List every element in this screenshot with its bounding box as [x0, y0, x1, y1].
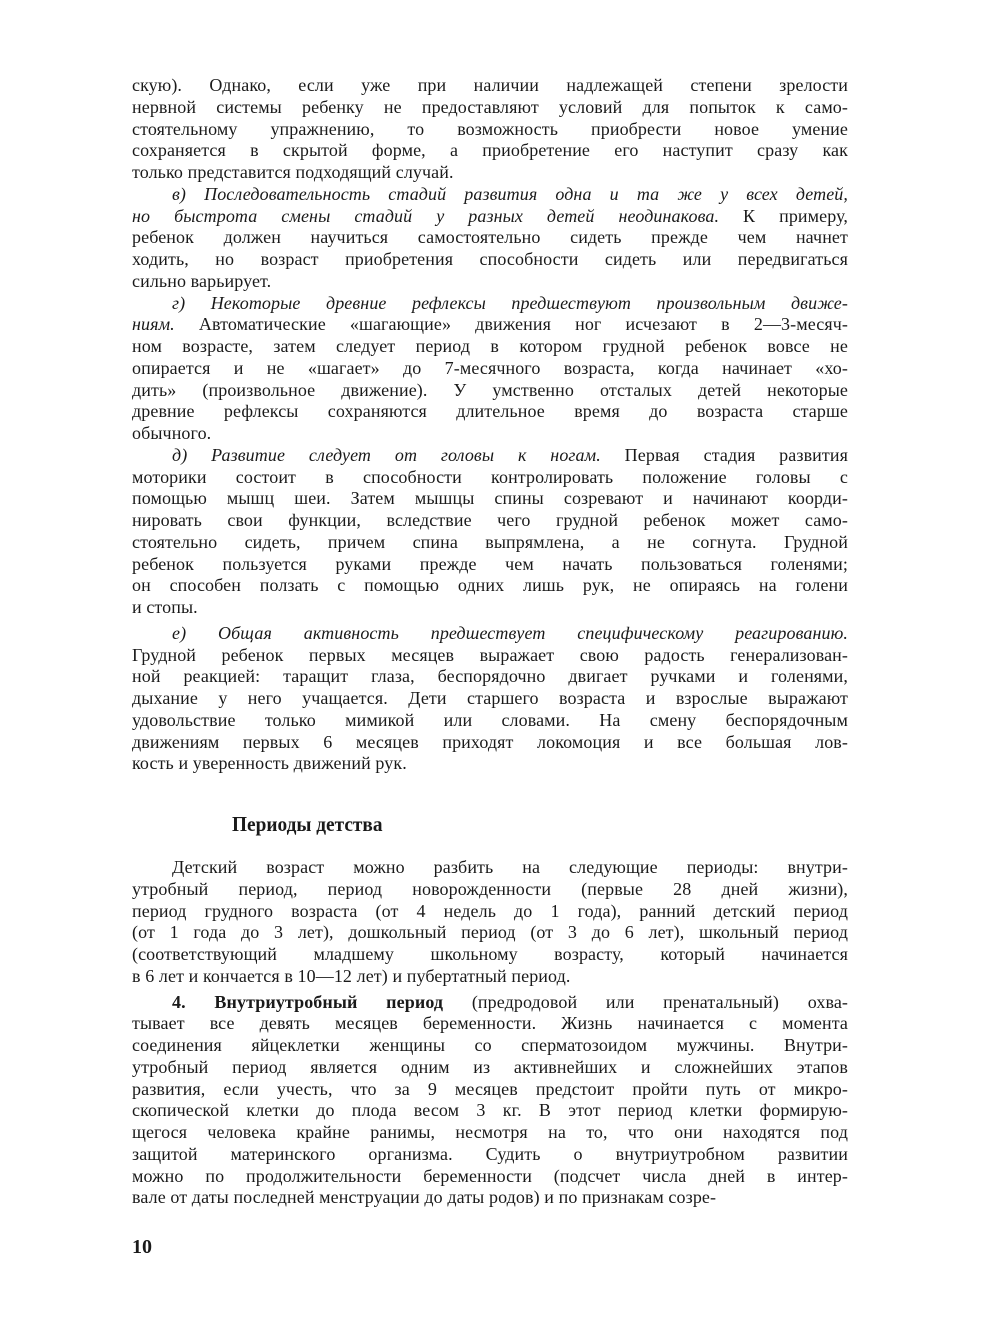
text-line	[132, 271, 848, 293]
text-span: соединения яйцеклетки женщины со сперматозоидом мужчины. Внутри-	[132, 1035, 848, 1055]
text-span: (от 1 года до 3 лет), дошкольный период (от 3 до 6 лет), школьный период	[132, 922, 848, 943]
text-span: стоятельно сидеть, причем спина выпрямлена, а не согнута. Грудной	[132, 531, 848, 552]
text-line	[132, 401, 848, 423]
text-line	[132, 753, 848, 775]
section-development-principles	[132, 75, 848, 775]
text-line	[132, 227, 848, 249]
text-span: щегося человека крайне ранимы, несмотря на то, что они находятся под	[132, 1122, 848, 1142]
section-heading: Периоды детства	[232, 812, 383, 836]
text-span: скую). Однако, если уже при наличии надлежащей степени зрелости	[132, 75, 848, 95]
text-span: тывает все девять месяцев беременности. Жизнь начинается с момента	[132, 1013, 848, 1034]
text-span: опирается и не «шагает» до 7-месячного возраста, когда начинает «хо-	[132, 357, 848, 378]
text-line	[132, 162, 848, 184]
text-line	[132, 423, 848, 445]
text-span: ребенок пользуется руками прежде чем начать пользоваться голенями;	[132, 553, 848, 574]
text-line	[132, 314, 848, 336]
text-span: вале от даты последней менструации до даты родов) и по признакам созре-	[132, 1187, 717, 1208]
text-line	[132, 710, 848, 732]
section-childhood-periods	[132, 857, 848, 1209]
text-line	[132, 992, 848, 1014]
text-span: утробный период, период новорожденности (первые 28 дней жизни),	[132, 878, 848, 899]
text-span: утробный период является одним из активнейших и сложнейших этапов	[132, 1056, 848, 1077]
text-line	[132, 293, 848, 315]
text-line	[132, 380, 848, 402]
paragraph	[132, 75, 848, 184]
text-line	[132, 645, 848, 667]
text-span: движениям первых 6 месяцев приходят локомоция и все большая лов-	[132, 731, 848, 752]
italic-text: д) Развитие следует от головы к ногам.	[172, 444, 601, 465]
text-line	[132, 1079, 848, 1101]
text-line	[132, 575, 848, 597]
text-line	[132, 857, 848, 879]
text-span: развития, если учесть, что за 9 месяцев предстоит пройти путь от микро-	[132, 1078, 848, 1099]
italic-text: е) Общая активность предшествует специфическому реагированию.	[172, 622, 848, 643]
text-span: нировать свои функции, вследствие чего грудной ребенок может само-	[132, 510, 848, 530]
text-line	[132, 1144, 848, 1166]
text-span: Первая стадия развития	[600, 444, 848, 465]
paragraph	[132, 445, 848, 619]
italic-text: ниям.	[132, 314, 175, 335]
text-line	[132, 1187, 848, 1209]
text-line	[132, 1035, 848, 1057]
text-line	[132, 206, 848, 228]
text-line	[132, 467, 848, 489]
text-span: ребенок должен научиться самостоятельно сидеть прежде чем начнет	[132, 227, 848, 248]
text-line	[132, 140, 848, 162]
text-span: сильно варьирует.	[132, 270, 272, 291]
text-line	[132, 336, 848, 358]
text-line	[132, 732, 848, 754]
text-span: кость и уверенность движений рук.	[132, 753, 407, 774]
text-line	[132, 597, 848, 619]
text-span: удовольствие только мимикой или словами. На смену беспорядочным	[132, 709, 848, 730]
text-span: и стопы.	[132, 597, 198, 617]
text-span: Автоматические «шагающие» движения ног исчезают в 2—3-месяч-	[174, 314, 848, 335]
text-line	[132, 97, 848, 119]
text-span: только представится подходящий случай.	[132, 162, 454, 182]
text-span: в 6 лет и кончается в 10—12 лет) и пубертатный период.	[132, 965, 571, 986]
text-line	[132, 510, 848, 532]
italic-text: г) Некоторые древние рефлексы предшествуют произвольным движе-	[172, 292, 848, 313]
text-span: можно по продолжительности беременности (подсчет числа дней в интер-	[132, 1165, 848, 1186]
text-span: древние рефлексы сохраняются длительное время до возраста старше	[132, 401, 848, 422]
text-span: он способен ползать с помощью одних лишь рук, не опираясь на голени	[132, 575, 848, 596]
text-line	[132, 532, 848, 554]
text-span: Детский возраст можно разбить на следующие периоды: внутри-	[172, 857, 848, 877]
text-line	[132, 358, 848, 380]
text-line	[132, 901, 848, 923]
text-span: (соответствующий младшему школьному возрасту, который начинается	[132, 944, 848, 964]
text-span: ной реакцией: таращит глаза, беспорядочно двигает ручками и голенями,	[132, 666, 848, 687]
text-line	[132, 75, 848, 97]
text-span: защитой материнского организма. Судить о внутриутробном развитии	[132, 1143, 848, 1164]
italic-text: в) Последовательность стадий развития одна и та же у всех детей,	[172, 183, 848, 204]
text-line	[132, 879, 848, 901]
text-span: дить» (произвольное движение). У умственно отсталых детей некоторые	[132, 379, 848, 400]
text-line	[132, 488, 848, 510]
text-span: период грудного возраста (от 4 недель до 1 года), ранний детский период	[132, 900, 848, 921]
text-line	[132, 445, 848, 467]
text-line	[132, 922, 848, 944]
paragraph	[132, 293, 848, 445]
text-line	[132, 688, 848, 710]
paragraph	[132, 992, 848, 1210]
book-page-text	[132, 75, 848, 1209]
paragraph	[132, 184, 848, 293]
text-span: моторики состоит в способности контролировать положение головы с	[132, 466, 848, 487]
text-span: обычного.	[132, 423, 212, 443]
text-span: ходить, но возраст приобретения способности сидеть или передвигаться	[132, 249, 848, 269]
text-line	[132, 1100, 848, 1122]
bold-text: 4. Внутриутробный период	[172, 991, 444, 1012]
text-line	[132, 119, 848, 141]
text-span: К примеру,	[719, 205, 848, 226]
text-line	[132, 944, 848, 966]
text-span: ном возрасте, затем следует период в котором грудной ребенок вовсе не	[132, 336, 848, 356]
text-span: стоятельному упражнению, то возможность приобрести новое умение	[132, 118, 848, 139]
text-span: сохраняется в скрытой форме, а приобретение его наступит сразу как	[132, 140, 848, 161]
text-line	[132, 666, 848, 688]
text-line	[132, 1057, 848, 1079]
text-line	[132, 623, 848, 645]
text-span: (предродовой или пренатальный) охва-	[443, 991, 848, 1012]
text-span: скопической клетки до плода весом 3 кг. В этот период клетки формирую-	[132, 1100, 848, 1121]
paragraph	[132, 857, 848, 988]
page-number: 10	[132, 1236, 152, 1258]
text-line	[132, 554, 848, 576]
text-line	[132, 249, 848, 271]
paragraph	[132, 623, 848, 775]
text-line	[132, 1166, 848, 1188]
text-span: нервной системы ребенку не предоставляют условий для попыток к само-	[132, 96, 848, 117]
text-line	[132, 966, 848, 988]
text-line	[132, 1122, 848, 1144]
text-line	[132, 1013, 848, 1035]
text-span: Грудной ребенок первых месяцев выражает свою радость генерализован-	[132, 644, 848, 665]
italic-text: но быстрота смены стадий у разных детей неодинакова.	[132, 205, 720, 226]
text-span: помощью мышц шеи. Затем мышцы спины созревают и начинают коорди-	[132, 488, 848, 509]
text-line	[132, 184, 848, 206]
text-span: дыхание у него учащается. Дети старшего возраста и взрослые выражают	[132, 688, 848, 708]
